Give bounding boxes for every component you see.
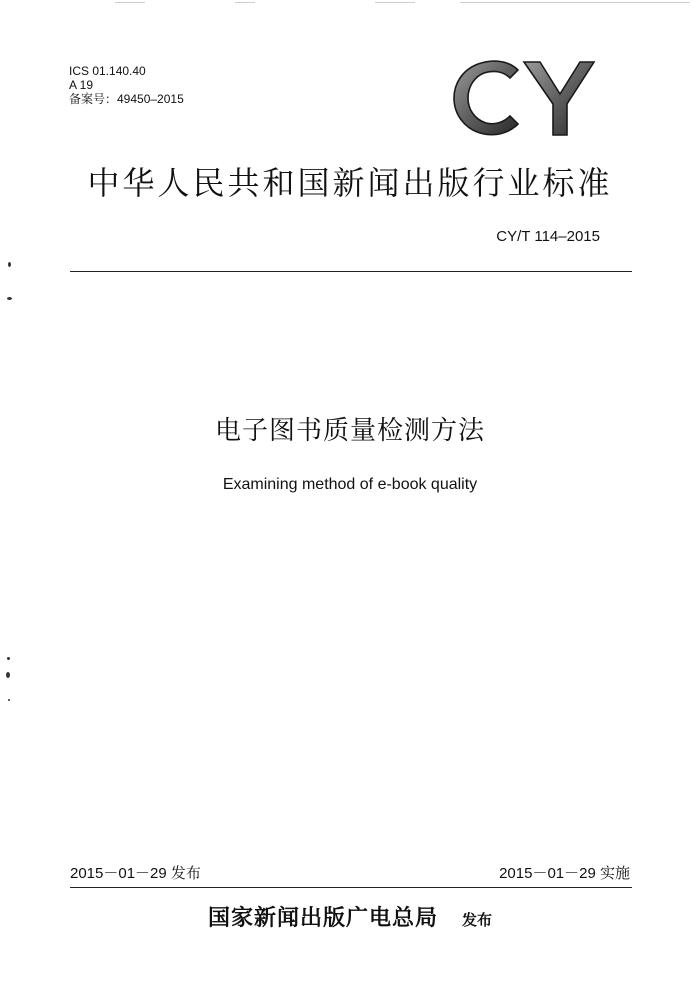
divider-bottom — [70, 887, 632, 888]
document-title: 电子图书质量检测方法 — [214, 416, 485, 446]
standard-category-title: 中华人民共和国新闻出版行业标准 — [87, 164, 613, 202]
publisher-action: 发布 — [462, 911, 493, 929]
cy-logo-graphic — [448, 56, 598, 138]
scan-artifact — [115, 2, 145, 3]
ics-code: ICS 01.140.40 — [69, 64, 146, 78]
scan-speck — [6, 672, 10, 678]
standard-code: CY/T 114–2015 — [496, 228, 600, 245]
header-meta — [69, 64, 184, 106]
scan-speck — [8, 699, 10, 701]
class-code: A 19 — [69, 78, 94, 92]
scan-artifact — [460, 2, 690, 3]
scan-artifact — [375, 2, 415, 3]
publisher-name: 国家新闻出版广电总局 — [207, 905, 438, 931]
scan-speck — [7, 657, 10, 660]
issue-date: 2015－01－29 发布 — [70, 865, 201, 882]
implementation-date: 2015－01－29 实施 — [499, 865, 630, 882]
scan-artifact — [235, 2, 255, 3]
scan-speck — [8, 262, 11, 267]
publisher-line — [0, 901, 700, 932]
divider-top — [70, 271, 632, 272]
scan-speck — [7, 297, 12, 300]
cy-logo — [448, 56, 598, 138]
document-subtitle-english: Examining method of e-book quality — [222, 476, 478, 493]
record-number: 备案号：49450–2015 — [69, 92, 184, 106]
